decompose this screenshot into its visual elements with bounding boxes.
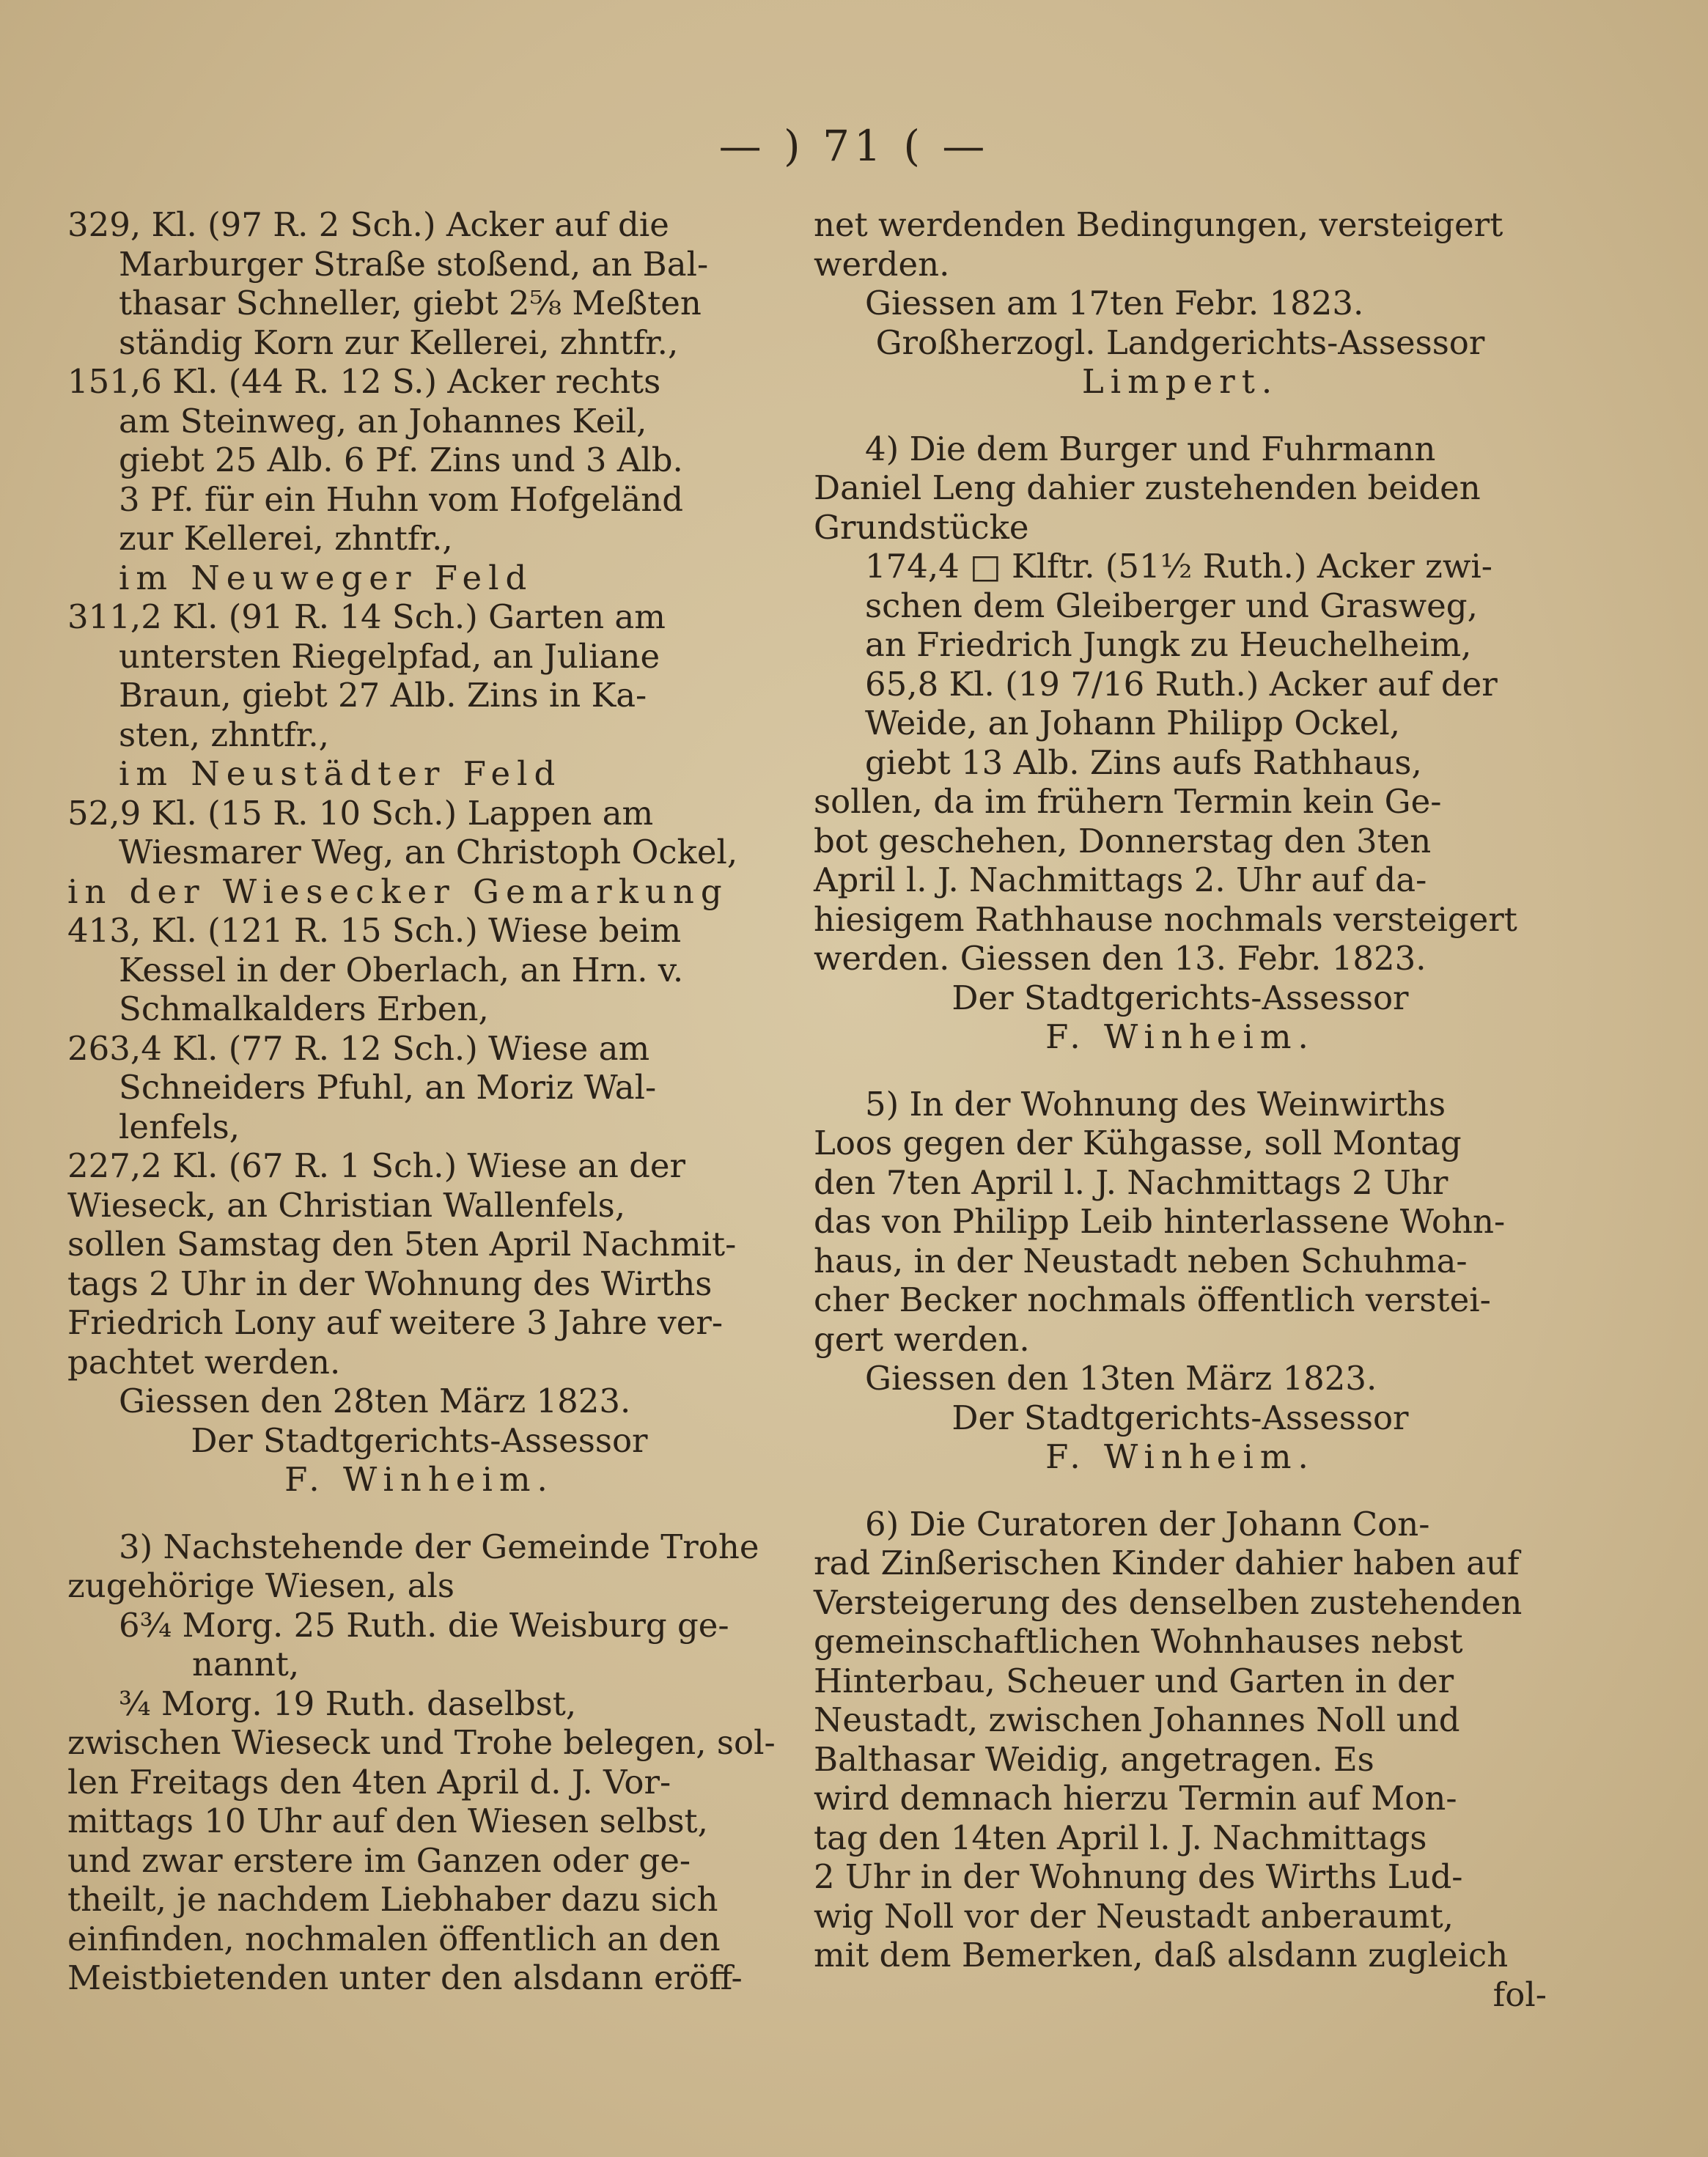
right-column — [814, 205, 1547, 2014]
section-heading: im Neuweger Feld — [119, 558, 534, 597]
text-line: Friedrich Lony auf weitere 3 Jahre ver- — [67, 1303, 724, 1342]
text-line: mit dem Bemerken, daß alsdann zugleich — [814, 1936, 1509, 1975]
text-line: tags 2 Uhr in der Wohnung des Wirths — [67, 1264, 713, 1303]
text-line: 174,4 □ Klftr. (51½ Ruth.) Acker zwi- — [865, 547, 1492, 586]
text-line: Neustadt, zwischen Johannes Noll und — [814, 1700, 1460, 1739]
text-line: Schneiders Pfuhl, an Moriz Wal- — [119, 1068, 657, 1107]
text-line: ¾ Morg. 19 Ruth. daselbst, — [119, 1684, 577, 1723]
text-line: giebt 13 Alb. Zins aufs Rathhaus, — [865, 742, 1422, 782]
signature-name: F. Winheim. — [1045, 1437, 1315, 1476]
text-line: sollen, da im frühern Termin kein Ge- — [814, 782, 1442, 821]
text-line: 263,4 Kl. (77 R. 12 Sch.) Wiese am — [67, 1028, 650, 1068]
text-line: Versteigerung des denselben zustehenden — [814, 1582, 1523, 1622]
text-line: an Friedrich Jungk zu Heuchelheim, — [865, 625, 1472, 664]
text-line: Braun, giebt 27 Alb. Zins in Ka- — [119, 676, 647, 715]
text-line: haus, in der Neustadt neben Schuhma- — [814, 1241, 1468, 1280]
text-line: 65,8 Kl. (19 7/16 Ruth.) Acker auf der — [865, 664, 1498, 704]
text-line: wig Noll vor der Neustadt anberaumt, — [814, 1896, 1454, 1936]
left-column — [67, 205, 776, 1998]
text-line: und zwar erstere im Ganzen oder ge- — [67, 1840, 691, 1880]
text-line: lenfels, — [119, 1107, 240, 1146]
signature-name: Limpert. — [1081, 362, 1279, 401]
text-line: thasar Schneller, giebt 2⅝ Meßten — [119, 284, 702, 322]
text-line: Wiesmarer Weg, an Christoph Ockel, — [119, 833, 738, 871]
text-line: Marburger Straße stoßend, an Bal- — [119, 244, 709, 284]
text-line: 52,9 Kl. (15 R. 10 Sch.) Lappen am — [67, 793, 654, 833]
text-line: Weide, an Johann Philipp Ockel, — [865, 704, 1401, 742]
signature-title: Der Stadtgerichts-Assessor — [951, 978, 1409, 1017]
text-line: Hinterbau, Scheuer und Garten in der — [814, 1661, 1454, 1700]
text-line: den 7ten April l. J. Nachmittags 2 Uhr — [814, 1162, 1449, 1202]
text-line: gert werden. — [814, 1319, 1030, 1359]
text-line: Meistbietenden unter den alsdann eröff- — [67, 1958, 743, 1997]
text-line: zwischen Wieseck und Trohe belegen, sol- — [67, 1723, 776, 1762]
text-line: 311,2 Kl. (91 R. 14 Sch.) Garten am — [67, 597, 666, 636]
text-line: 329, Kl. (97 R. 2 Sch.) Acker auf die — [67, 205, 669, 244]
text-line: 3 Pf. für ein Huhn vom Hofgeländ — [119, 479, 684, 519]
date-line: Giessen den 28ten März 1823. — [119, 1382, 631, 1420]
text-line: 413, Kl. (121 R. 15 Sch.) Wiese beim — [67, 911, 682, 950]
text-line: pachtet werden. — [67, 1342, 341, 1382]
text-line: 5) In der Wohnung des Weinwirths — [865, 1084, 1446, 1124]
section-heading: in der Wiesecker Gemarkung — [67, 871, 729, 911]
text-line: ständig Korn zur Kellerei, zhntfr., — [119, 322, 679, 362]
text-line: sten, zhntfr., — [119, 715, 329, 754]
text-line: 151,6 Kl. (44 R. 12 S.) Acker rechts — [67, 362, 661, 401]
text-line: nannt, — [192, 1645, 300, 1684]
text-line: 227,2 Kl. (67 R. 1 Sch.) Wiese an der — [67, 1146, 686, 1185]
signature-title: Der Stadtgerichts-Assessor — [191, 1420, 648, 1460]
text-line: Loos gegen der Kühgasse, soll Montag — [814, 1124, 1462, 1162]
text-line: rad Zinßerischen Kinder dahier haben auf — [814, 1544, 1520, 1582]
text-line: cher Becker nochmals öffentlich verstei- — [814, 1280, 1491, 1319]
catchword: fol- — [1492, 1975, 1547, 2014]
signature-name: F. Winheim. — [1045, 1017, 1315, 1056]
text-line: April l. J. Nachmittags 2. Uhr auf da- — [814, 860, 1427, 899]
text-line: Daniel Leng dahier zustehenden beiden — [814, 468, 1481, 507]
signature-title: Großherzogl. Landgerichts-Assessor — [875, 322, 1485, 362]
text-line: werden. Giessen den 13. Febr. 1823. — [814, 939, 1427, 978]
text-line: 4) Die dem Burger und Fuhrmann — [865, 429, 1436, 468]
page-number: — ) 71 ( — — [718, 121, 990, 171]
text-line: werden. — [814, 244, 950, 284]
text-line: len Freitags den 4ten April d. J. Vor- — [67, 1762, 671, 1802]
text-line: hiesigem Rathhause nochmals versteigert — [814, 899, 1517, 939]
date-line: Giessen am 17ten Febr. 1823. — [865, 284, 1364, 322]
signature-title: Der Stadtgerichts-Assessor — [951, 1398, 1409, 1437]
text-line: Grundstücke — [814, 507, 1029, 547]
signature-name: F. Winheim. — [284, 1460, 554, 1499]
text-line: Schmalkalders Erben, — [119, 989, 489, 1028]
text-line: mittags 10 Uhr auf den Wiesen selbst, — [67, 1802, 708, 1840]
text-line: 3) Nachstehende der Gemeinde Trohe — [119, 1527, 759, 1566]
text-line: Balthasar Weidig, angetragen. Es — [814, 1739, 1374, 1779]
text-line: 6¾ Morg. 25 Ruth. die Weisburg ge- — [119, 1605, 729, 1645]
text-line: zugehörige Wiesen, als — [67, 1566, 454, 1605]
text-line: Kessel in der Oberlach, an Hrn. v. — [119, 950, 684, 989]
text-line: Wieseck, an Christian Wallenfels, — [67, 1185, 626, 1225]
text-line: 6) Die Curatoren der Johann Con- — [865, 1504, 1430, 1544]
text-line: giebt 25 Alb. 6 Pf. Zins und 3 Alb. — [119, 440, 683, 479]
text-line: net werdenden Bedingungen, versteigert — [814, 205, 1503, 244]
text-line: tag den 14ten April l. J. Nachmittags — [814, 1818, 1427, 1857]
text-line: sollen Samstag den 5ten April Nachmit- — [67, 1225, 737, 1264]
text-line: untersten Riegelpfad, an Juliane — [119, 636, 660, 676]
text-line: schen dem Gleiberger und Grasweg, — [865, 586, 1478, 625]
text-line: gemeinschaftlichen Wohnhauses nebst — [814, 1622, 1463, 1661]
date-line: Giessen den 13ten März 1823. — [865, 1359, 1377, 1398]
text-line: wird demnach hierzu Termin auf Mon- — [814, 1779, 1457, 1818]
text-line: theilt, je nachdem Liebhaber dazu sich — [67, 1880, 718, 1919]
section-heading: im Neustädter Feld — [119, 754, 562, 793]
text-line: bot geschehen, Donnerstag den 3ten — [814, 821, 1432, 860]
text-line: einfinden, nochmalen öffentlich an den — [67, 1919, 721, 1958]
text-line: zur Kellerei, zhntfr., — [119, 519, 453, 558]
text-line: das von Philipp Leib hinterlassene Wohn- — [814, 1202, 1506, 1241]
text-line: 2 Uhr in der Wohnung des Wirths Lud- — [814, 1857, 1463, 1896]
text-line: am Steinweg, an Johannes Keil, — [119, 401, 647, 440]
